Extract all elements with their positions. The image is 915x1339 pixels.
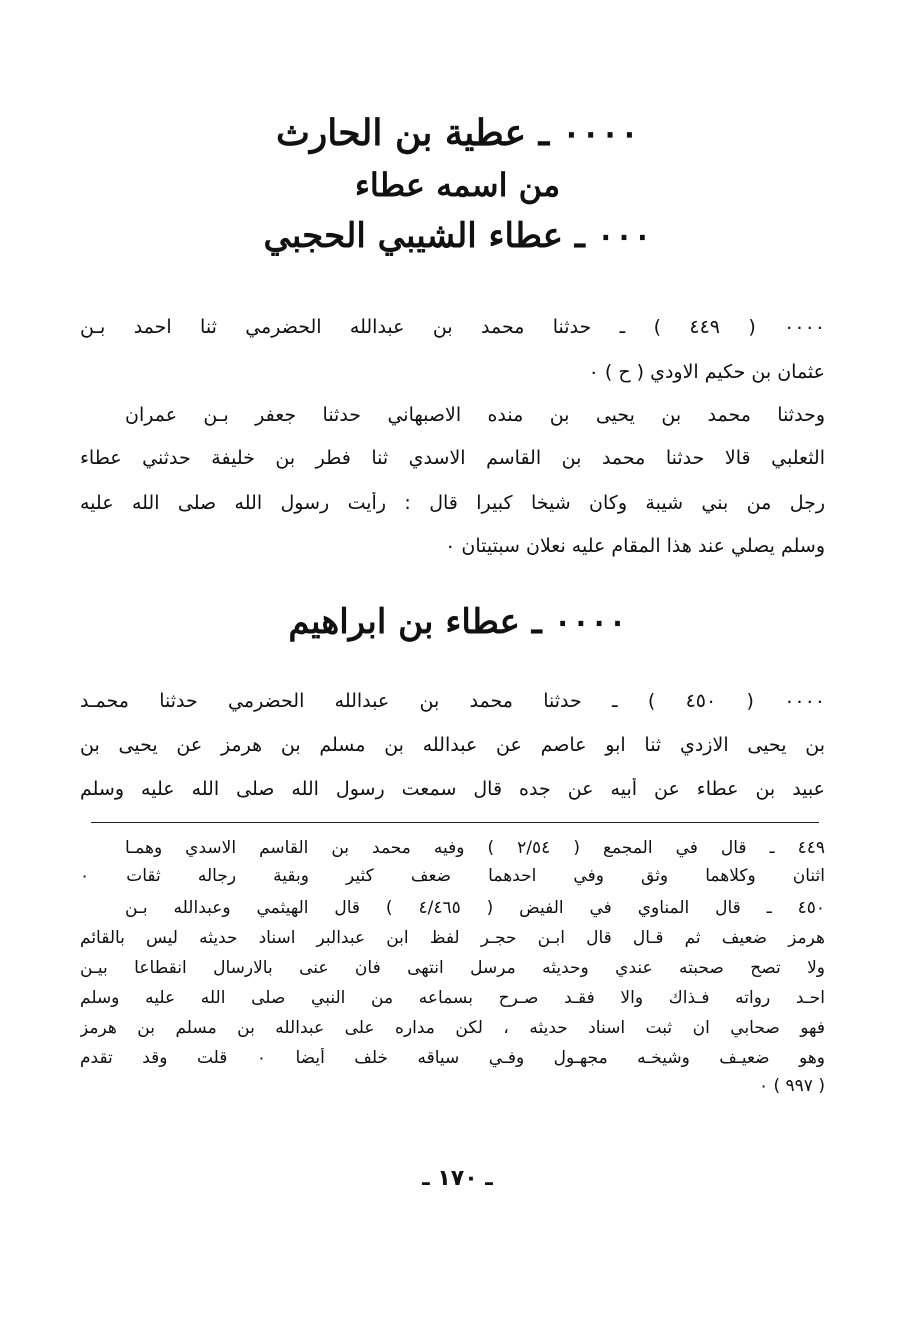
heading-ata-al-shaybi: ٠٠٠ ـ عطاء الشيبي الحجبي	[263, 216, 652, 256]
heading-ata-bin-ibrahim: ٠٠٠٠ ـ عطاء بن ابراهيم	[288, 602, 627, 642]
hadith-449-line-3: وحدثنا محمد بن يحيى بن منده الاصبهاني حدثنا جعفر بـن عمران	[125, 404, 825, 426]
footnote-divider	[91, 822, 819, 823]
page-number: ـ ١٧٠ ـ	[422, 1166, 493, 1191]
footnote-449-line-1: ٤٤٩ ـ قال في المجمع ( ٢/٥٤ ) وفيه محمد بن القاسم الاسدي وهمـا	[125, 838, 825, 858]
heading-atiyya-bin-al-harith: ٠٠٠٠ ـ عطية بن الحارث	[275, 112, 640, 154]
hadith-450-line-3: عبيد بن عطاء عن أبيه عن جده قال سمعت رسول الله صلى الله عليه وسلم	[80, 778, 825, 800]
hadith-450-line-2: بن يحيى الازدي ثنا ابو عاصم عن عبدالله بن مسلم بن هرمز عن يحيى بن	[80, 734, 825, 756]
hadith-450-line-1: ٠٠٠٠ ( ٤٥٠ ) ـ حدثنا محمد بن عبدالله الحضرمي حدثنا محمـد	[80, 690, 825, 712]
footnote-450-line-3: ولا تصح صحبته عندي وحديثه مرسل انتهى فان عنى بالارسال انقطاعا بيـن	[80, 958, 825, 978]
hadith-449-line-1: ٠٠٠٠ ( ٤٤٩ ) ـ حدثنا محمد بن عبدالله الحضرمي ثنا احمد بـن	[80, 316, 825, 338]
hadith-449-line-6: وسلم يصلي عند هذا المقام عليه نعلان سبتيتان ٠	[445, 535, 825, 557]
footnote-450-line-1: ٤٥٠ ـ قال المناوي في الفيض ( ٤/٤٦٥ ) قال الهيثمي وعبدالله بـن	[125, 898, 825, 918]
hadith-449-line-4: الثعلبي قالا حدثنا محمد بن القاسم الاسدي ثنا فطر بن خليفة حدثني عطاء	[80, 447, 825, 469]
footnote-450-line-7: ( ٩٩٧ ) ٠	[758, 1076, 825, 1096]
footnote-450-line-4: احـد رواته فـذاك والا فقـد صـرح بسماعه من النبي صلى الله عليه وسلم	[80, 988, 825, 1008]
heading-man-ismuhu-ata: من اسمه عطاء	[354, 166, 561, 204]
footnote-450-line-2: هرمز ضعيف ثم قـال قال ابـن حجـر لفظ ابن عبدالبر اسناد حديثه ليس بالقائم	[80, 928, 825, 948]
footnote-449-line-2: اثنان وكلاهما وثق وفي احدهما ضعف كثير وبقية رجاله ثقات ٠	[80, 866, 825, 886]
hadith-449-line-2: عثمان بن حكيم الاودي ( ح ) ٠	[588, 361, 825, 383]
hadith-449-line-5: رجل من بني شيبة وكان شيخا كبيرا قال : رأيت رسول الله صلى الله عليه	[80, 492, 825, 514]
footnote-450-line-5: فهو صحابي ان ثبت اسناد حديثه ، لكن مداره على عبدالله بن مسلم بن هرمز	[80, 1018, 825, 1038]
footnote-450-line-6: وهو ضعيـف وشيخـه مجهـول وفـي سياقه خلف أيضا ٠ قلت وقد تقدم	[80, 1048, 825, 1068]
